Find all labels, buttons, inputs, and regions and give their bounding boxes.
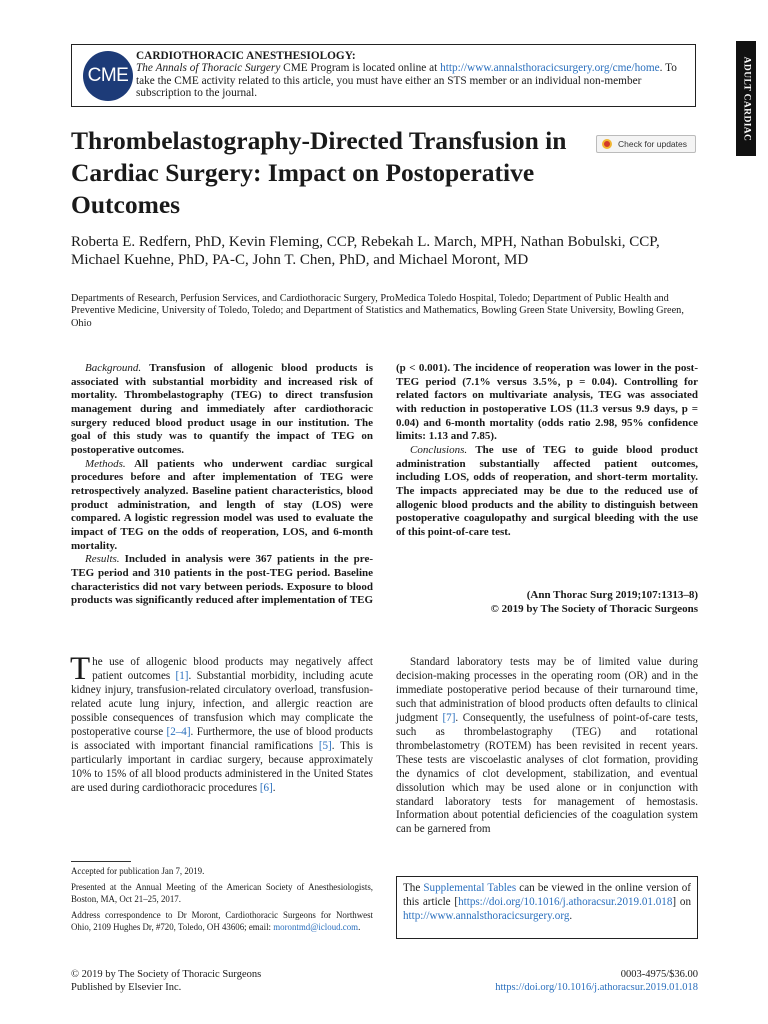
footnote-divider bbox=[71, 861, 131, 862]
cme-text-part1: CME Program is located online at bbox=[280, 62, 441, 75]
cme-notice-text bbox=[136, 50, 684, 100]
address-end: . bbox=[358, 921, 361, 932]
affiliations: Departments of Research, Perfusion Services, and Cardiothoracic Surgery, ProMedica Toledo Hospital, Toledo; Department of Public Health and Preventive Medicine, University of Toledo, Toledo; and Department of Statistics and Mathematics, Bowling Green State University, Bowling Green, Ohio bbox=[71, 293, 684, 329]
section-side-tab-label: ADULT CARDIAC bbox=[741, 56, 751, 141]
check-for-updates-button[interactable] bbox=[596, 135, 696, 153]
supplemental-text: The bbox=[403, 882, 424, 894]
cme-logo: CME bbox=[83, 51, 133, 101]
abstract-conclusions-text: The use of TEG to guide blood product administration substantially affected patient outcomes, including LOS, odds of reoperation, and short-term mortality. The impacts appreciated may be due to the reduced use of allogenic blood products and the ability to distinguish between postoperative coagulopathy and surgical bleeding with the use of this point-of-care test. bbox=[396, 443, 698, 538]
accepted-date: Accepted for publication Jan 7, 2019. bbox=[71, 866, 205, 876]
body-text: . bbox=[272, 781, 276, 794]
abstract-methods-label: Methods. bbox=[85, 457, 126, 470]
article-title: Thrombelastography-Directed Transfusion in Cardiac Surgery: Impact on Postoperative Outcomes bbox=[71, 126, 567, 219]
abstract-background bbox=[71, 362, 373, 458]
supplemental-doi-link[interactable]: https://doi.org/10.1016/j.athoracsur.2019.01.018 bbox=[458, 896, 673, 908]
abstract-results bbox=[71, 553, 373, 608]
page-footer-right bbox=[420, 969, 698, 994]
presented-note: Presented at the Annual Meeting of the American Society of Anesthesiologists, Boston, MA, Oct 21–25, 2017. bbox=[71, 882, 373, 904]
footnotes bbox=[71, 866, 373, 938]
supplemental-text: can be viewed in the online version of this article [ bbox=[403, 882, 691, 908]
abstract-results-continued: (p < 0.001). The incidence of reoperation was lower in the post-TEG period (7.1% versus 3.5%, p = 0.04). Controlling for related factors on multivariate analysis, TEG was associated with reduction in postoperative LOS (11.3 versus 9.9 days, p = 0.04) and 6-month mortality (odds ratio 2.98, 95% confidence limits: 1.13 and 7.85). bbox=[396, 362, 698, 443]
crossmark-icon bbox=[602, 139, 612, 149]
supplemental-notice-box bbox=[396, 876, 698, 939]
abstract-conclusions bbox=[396, 444, 698, 540]
footer-doi-link[interactable]: https://doi.org/10.1016/j.athoracsur.2019.01.018 bbox=[495, 981, 698, 993]
body-paragraph-1 bbox=[70, 651, 373, 796]
body-column-right bbox=[396, 656, 698, 837]
body-column-left bbox=[70, 651, 373, 796]
body-paragraph-2 bbox=[396, 656, 698, 837]
supplemental-tables-link[interactable]: Supplemental Tables bbox=[423, 882, 517, 894]
drop-cap: T bbox=[70, 651, 91, 687]
body-text: . Consequently, the usefulness of point-of-care tests, such as thrombelastography (TEG) and rotational thrombelastometry (ROTEM) has been revisited in recent years. These tests are viscoelastic analyses of clot formation, providing the dynamics of clot development, stabilization, and eventual dissolution which may be used alone or in conjunction with standard laboratory tests for management of hemostasis. Information about potential deficiencies of the coagulation system can be garnered from bbox=[396, 711, 698, 836]
abstract-results-label: Results. bbox=[85, 553, 120, 566]
section-side-tab bbox=[736, 41, 756, 156]
citation-line: (Ann Thorac Surg 2019;107:1313–8) bbox=[526, 589, 698, 601]
reference-link-2-4[interactable]: [2–4] bbox=[166, 725, 191, 738]
abstract-column-left bbox=[71, 362, 373, 608]
footer-copyright: © 2019 by The Society of Thoracic Surgeons bbox=[71, 969, 262, 980]
cme-title: CARDIOTHORACIC ANESTHESIOLOGY: bbox=[136, 50, 356, 62]
abstract-column-right bbox=[396, 362, 698, 540]
page-footer-left bbox=[71, 969, 261, 994]
reference-link-6[interactable]: [6] bbox=[259, 781, 273, 794]
body-text: . Furthermore, the use of blood products is associated with important financial ramifications bbox=[71, 725, 373, 752]
cme-url-link[interactable]: http://www.annalsthoracicsurgery.org/cme/home bbox=[440, 62, 660, 75]
body-text: . Substantial morbidity, including acute kidney injury, transfusion-related circulatory overload, transfusion-related acute lung injury, infection, and allergic reaction are possible consequences of transfusion which may complicate the postoperative course bbox=[71, 669, 373, 738]
address-text: Address correspondence to Dr Moront, Cardiothoracic Surgeons for Northwest Ohio, 2109 Hughes Dr, #720, Toledo, OH 43606; email: bbox=[71, 910, 373, 932]
check-for-updates-label: Check for updates bbox=[618, 139, 687, 149]
cme-text-part2: . To take the CME activity related to this article, you must have either an STS member or an individual non-member subscription to the journal. bbox=[136, 62, 677, 100]
abstract-citation bbox=[396, 588, 698, 616]
body-text: he use of allogenic blood products may negatively affect patient outcomes bbox=[92, 656, 373, 682]
abstract-methods bbox=[71, 458, 373, 554]
abstract-conclusions-label: Conclusions. bbox=[410, 443, 468, 456]
abstract-background-label: Background. bbox=[85, 362, 142, 374]
author-list: Roberta E. Redfern, PhD, Kevin Fleming, CCP, Rebekah L. March, MPH, Nathan Bobulski, CCP, Michael Kuehne, PhD, PA-C, John T. Chen, PhD, and Michael Moront, MD bbox=[71, 234, 660, 268]
journal-site-link[interactable]: http://www.annalsthoracicsurgery.org bbox=[403, 910, 570, 922]
footer-publisher: Published by Elsevier Inc. bbox=[71, 981, 182, 993]
reference-link-1[interactable]: [1] bbox=[175, 669, 189, 682]
email-link[interactable]: morontmd@icloud.com bbox=[273, 921, 359, 932]
cme-notice-box bbox=[71, 44, 696, 107]
reference-link-7[interactable]: [7] bbox=[442, 711, 456, 724]
body-text: Standard laboratory tests may be of limited value during decision-making processes in the operating room (OR) and in the immediate postoperative period because of their turnaround time, such that administration of blood products often defaults to clinical judgment bbox=[396, 656, 698, 724]
abstract-copyright: © 2019 by The Society of Thoracic Surgeons bbox=[490, 603, 698, 615]
cme-journal-name: The Annals of Thoracic Surgery bbox=[136, 62, 281, 75]
abstract-background-text: Transfusion of allogenic blood products is associated with substantial morbidity and increased risk of mortality. Thrombelastography (TEG) to direct transfusion management during and immediately after cardiothoracic surgery reduced blood product usage in our institution. The goal of this study was to quantify the impact of TEG on postoperative outcomes. bbox=[71, 362, 373, 456]
abstract-results-text: Included in analysis were 367 patients in the pre-TEG period and 310 patients in the post-TEG period. Baseline characteristics did not vary between periods. Exposure to blood products was significantly reduced after implementation of TEG bbox=[71, 553, 373, 607]
abstract-methods-text: All patients who underwent cardiac surgical procedures before and after implementation of TEG were retrospectively analyzed. Baseline patient characteristics, blood product administration, and length of stay (LOS) were compared. A logistic regression model was used to evaluate the impact of TEG on the odds of reoperation, LOS, and 6-month mortality. bbox=[71, 457, 373, 552]
supplemental-text: . bbox=[569, 910, 573, 922]
body-text: . This is particularly important in cardiac surgery, because approximately 10% to 15% of all blood products administered in the United States are used during cardiothoracic procedures bbox=[71, 739, 373, 794]
reference-link-5[interactable]: [5] bbox=[318, 739, 332, 752]
supplemental-text: ] on bbox=[672, 896, 691, 908]
correspondence-address bbox=[71, 910, 373, 933]
footer-issn: 0003-4975/$36.00 bbox=[620, 969, 698, 980]
